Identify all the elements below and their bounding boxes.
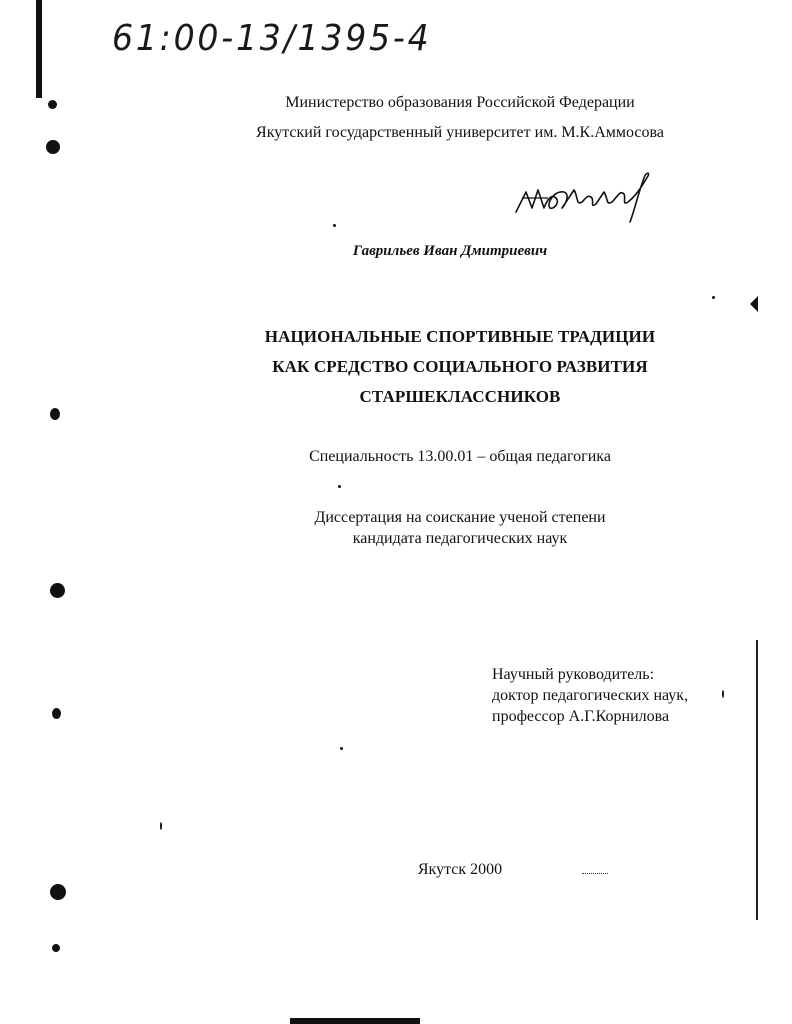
archive-number-handwritten: 61:00-13/1395-4 (112, 18, 432, 59)
scan-speck (340, 747, 343, 750)
title-line-1: НАЦИОНАЛЬНЫЕ СПОРТИВНЫЕ ТРАДИЦИИ (264, 327, 656, 346)
handwritten-signature (508, 168, 658, 228)
advisor-label: Научный руководитель: (492, 666, 655, 683)
specialty-line: Специальность 13.00.01 – общая педагогика (309, 448, 611, 465)
footer-dots (582, 873, 608, 874)
city-year: Якутск 2000 (417, 861, 503, 878)
right-edge-line (756, 640, 758, 920)
university-line: Якутский государственный университет им. М.К.Аммосова (256, 124, 664, 141)
bottom-edge-bar (290, 1018, 420, 1024)
scan-speck (712, 296, 715, 299)
title-line-2: КАК СРЕДСТВО СОЦИАЛЬНОГО РАЗВИТИЯ (272, 357, 648, 376)
ministry-line: Министерство образования Российской Федерации (285, 94, 635, 111)
dissertation-line-2: кандидата педагогических наук (352, 530, 568, 547)
advisor-degree: доктор педагогических наук, (492, 687, 689, 704)
scan-speck (50, 884, 66, 900)
advisor-name: профессор А.Г.Корнилова (492, 708, 670, 725)
scan-speck (46, 140, 60, 154)
left-edge-bar (36, 0, 42, 98)
scan-speck (48, 100, 57, 109)
scan-speck (52, 708, 61, 719)
scan-speck (160, 822, 162, 830)
scan-speck (50, 583, 65, 598)
right-edge-mark (750, 296, 758, 312)
scan-speck (52, 944, 60, 952)
dissertation-line-1: Диссертация на соискание ученой степени (314, 509, 606, 526)
scan-speck (722, 690, 724, 698)
author-name: Гаврильев Иван Дмитриевич (352, 243, 548, 259)
scan-speck (333, 224, 336, 227)
scan-speck (50, 408, 60, 420)
title-line-3: СТАРШЕКЛАССНИКОВ (359, 387, 561, 406)
scan-speck (338, 485, 341, 488)
